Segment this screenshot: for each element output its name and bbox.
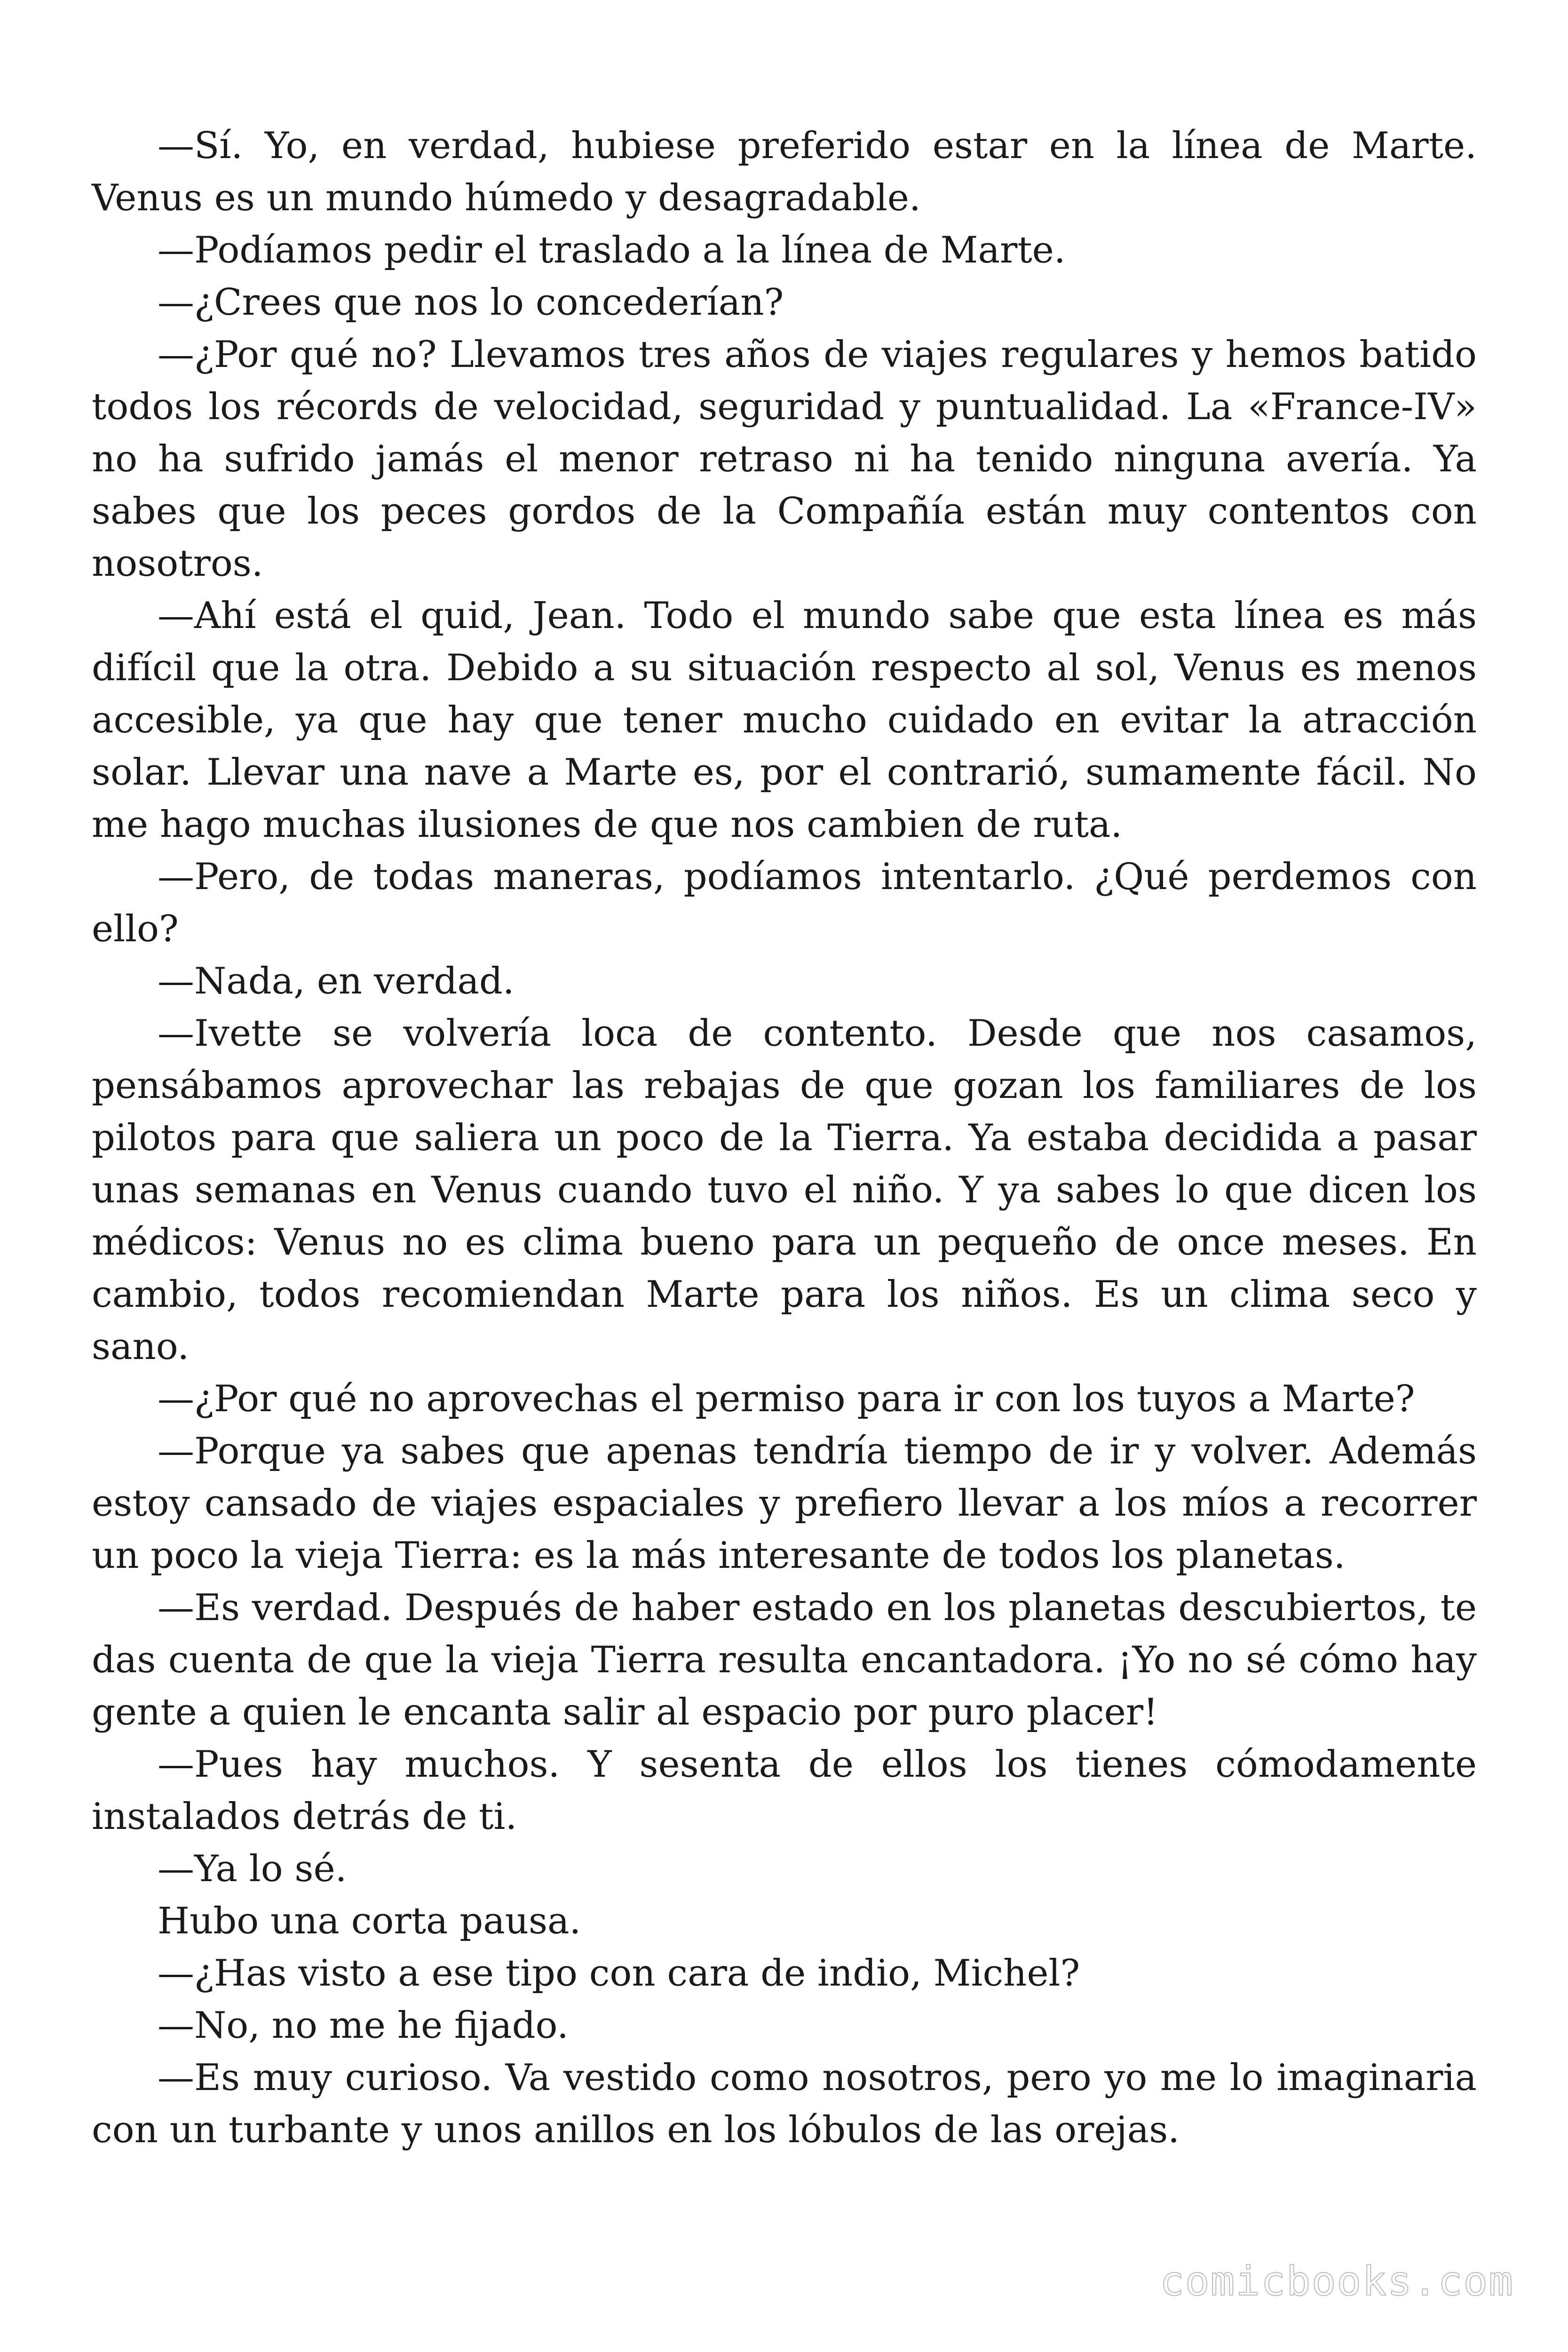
paragraph: —Es muy curioso. Va vestido como nosotros, pero yo me lo imaginaria con un turbante y unos anillos en los lóbulos de las orejas. (92, 2057, 1477, 2151)
paragraph: Hubo una corta pausa. (158, 1900, 581, 1942)
watermark: comicbooks.com (1160, 2258, 1514, 2305)
paragraph: —Ya lo sé. (158, 1848, 347, 1890)
paragraph: —Pues hay muchos. Y sesenta de ellos los tienes cómodamente instalados detrás de ti. (92, 1743, 1477, 1838)
paragraph: —¿Por qué no aprovechas el permiso para ir con los tuyos a Marte? (158, 1378, 1415, 1420)
paragraph: —¿Has visto a ese tipo con cara de indio, Michel? (158, 1952, 1080, 1994)
paragraph: —Ahí está el quid, Jean. Todo el mundo sabe que esta línea es más difícil que la otra. Debido a su situación respecto al sol, Venus es menos accesible, ya que hay que tener mucho cuidado en evitar la atracción solar. Llevar una nave a Marte es, por el contrarió, sumamente fácil. No me hago muchas ilusiones de que nos cambien de ruta. (92, 595, 1477, 846)
paragraph: —Ivette se volvería loca de contento. Desde que nos casamos, pensábamos aprovechar las rebajas de que gozan los familiares de los pilotos para que saliera un poco de la Tierra. Ya estaba decidida a pasar unas semanas en Venus cuando tuvo el niño. Y ya sabes lo que dicen los médicos: Venus no es clima bueno para un pequeño de once meses. En cambio, todos recomiendan Marte para los niños. Es un clima seco y sano. (92, 1012, 1477, 1368)
body-text (92, 120, 1477, 2156)
paragraph: —Podíamos pedir el traslado a la línea de Marte. (158, 229, 1066, 271)
paragraph: —Es verdad. Después de haber estado en los planetas descubiertos, te das cuenta de que la vieja Tierra resulta encantadora. ¡Yo no sé cómo hay gente a quien le encanta salir al espacio por puro placer! (92, 1587, 1477, 1733)
paragraph: —Nada, en verdad. (158, 960, 515, 1002)
paragraph: —No, no me he fijado. (158, 2004, 569, 2047)
paragraph: —Pero, de todas maneras, podíamos intentarlo. ¿Qué perdemos con ello? (92, 856, 1477, 950)
paragraph: —Porque ya sabes que apenas tendría tiempo de ir y volver. Además estoy cansado de viajes espaciales y prefiero llevar a los míos a recorrer un poco la vieja Tierra: es la más interesante de todos los planetas. (92, 1430, 1477, 1577)
paragraph: —Sí. Yo, en verdad, hubiese preferido estar en la línea de Marte. Venus es un mundo húmedo y desagradable. (92, 125, 1477, 219)
paragraph: —¿Crees que nos lo concederían? (158, 281, 784, 324)
paragraph: —¿Por qué no? Llevamos tres años de viajes regulares y hemos batido todos los récords de velocidad, seguridad y puntualidad. La «France-IV» no ha sufrido jamás el menor retraso ni ha tenido ninguna avería. Ya sabes que los peces gordos de la Compañía están muy contentos con nosotros. (92, 334, 1477, 585)
